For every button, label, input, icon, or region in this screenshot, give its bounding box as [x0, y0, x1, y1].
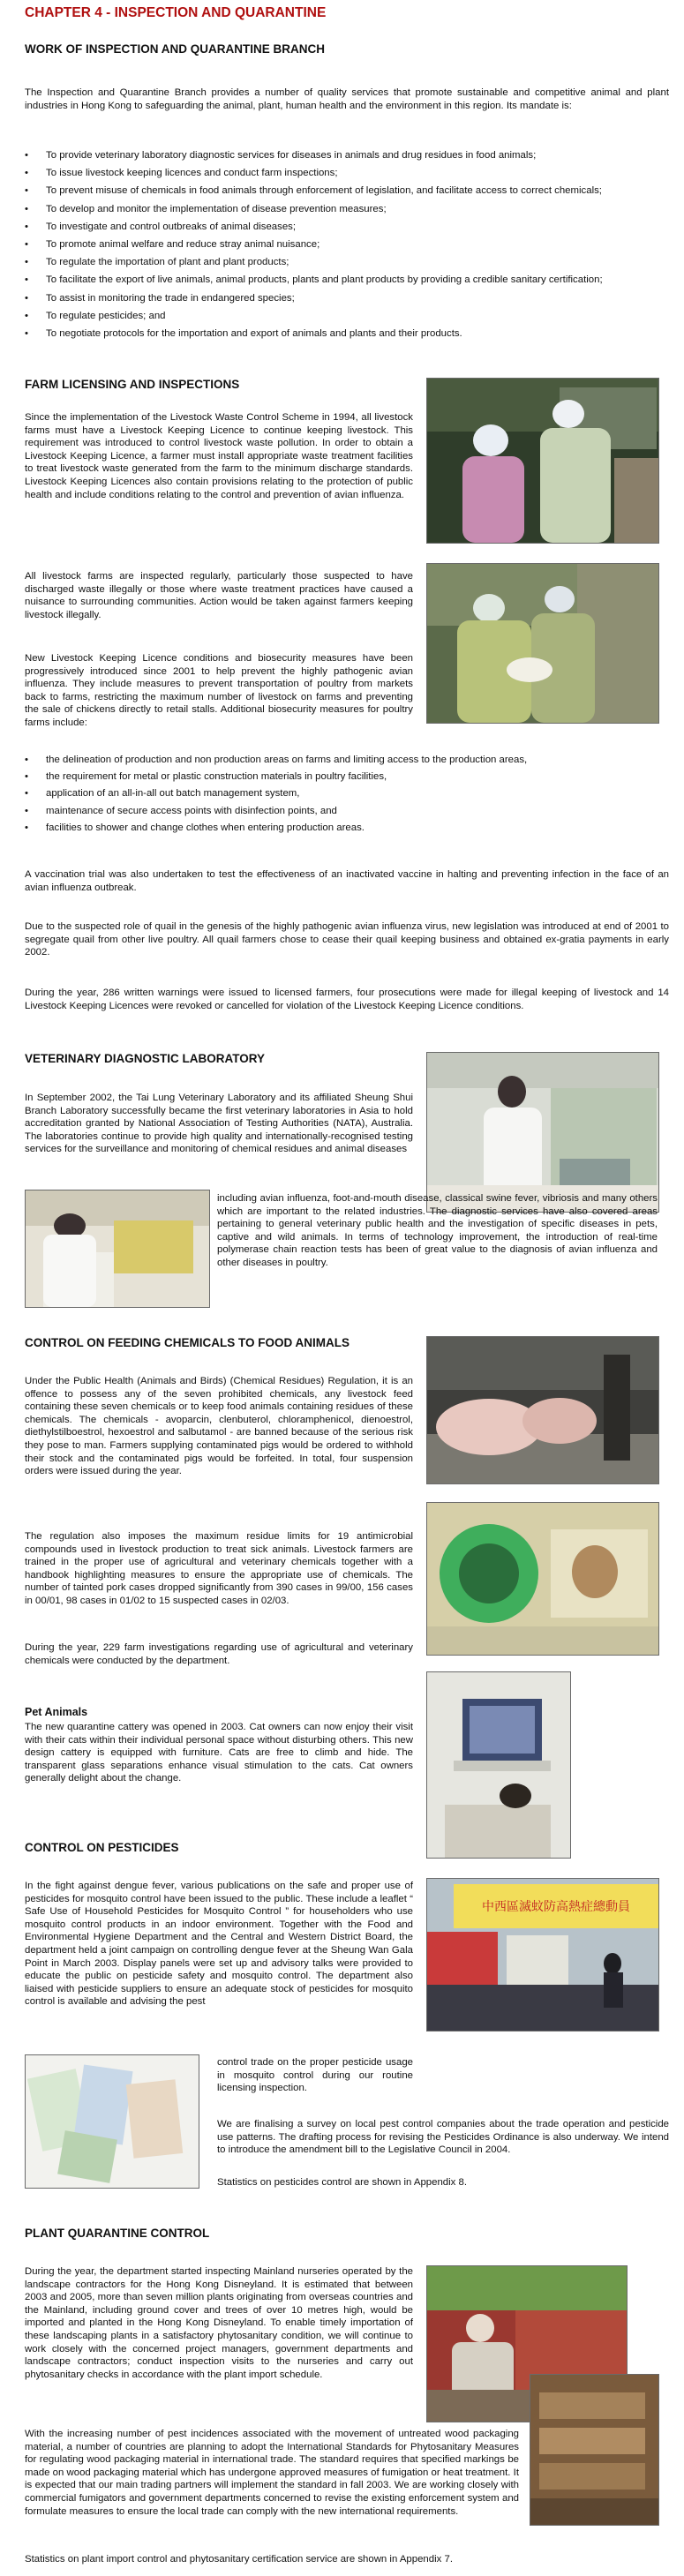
poultry-inspection-photo	[426, 563, 659, 724]
chapter-title: CHAPTER 4 - INSPECTION AND QUARANTINE	[25, 5, 327, 20]
work-heading: WORK OF INSPECTION AND QUARANTINE BRANCH	[25, 42, 325, 56]
plant-p3: Statistics on plant import control and phytosanitary certification service are shown in Appendix 7.	[25, 2554, 453, 2565]
wood-packaging-photo	[530, 2374, 659, 2526]
list-item: • application of an all-in-all out batch management system,	[25, 787, 678, 800]
list-item: • To investigate and control outbreaks of animal diseases;	[25, 221, 678, 234]
list-item: • To negotiate protocols for the importation and export of animals and plants and their products.	[25, 327, 678, 341]
feed-heading: CONTROL ON FEEDING CHEMICALS TO FOOD ANIMALS	[25, 1336, 350, 1349]
lab-scientist-photo	[426, 1052, 659, 1213]
list-item: • To regulate pesticides; and	[25, 310, 678, 323]
feed-p3: During the year, 229 farm investigations regarding use of agricultural and veterinary chemicals were conducted by the department.	[25, 1642, 413, 1666]
plant-p1: During the year, the department started inspecting Mainland nurseries operated by the landscape contractors for the Hong Kong Disneyland. It is estimated that between 2003 and 2005, more than seven million plants originating from overseas countries and the Mainland, including ground cover and trees of over 10 metres high, would be imported and planted in the Hong Kong Disneyland. To enable timely importation of these landscaping plants in a satisfactory phytosanitary condition, we will continue to work closely with the concerned project managers, government departments and landscape contractors; conduct inspection visits to the nurseries and carry out phytosanitary checks in accordance with the plant import schedule.	[25, 2266, 413, 2380]
vet-p1b: including avian influenza, foot-and-mouth disease, classical swine fever, vibriosis and many others which are important to the related industries. The diagnostic services have also covered areas pertaining to general veterinary public health and the investigation of specific diseases in pets, captive and wild animals. In terms of technology improvement, the introduction of real-time polymerase chain reaction tests has been of great value to the diagnosis of avian influenza and other diseases in poultry.	[217, 1193, 658, 1268]
vet-heading: VETERINARY DIAGNOSTIC LABORATORY	[25, 1052, 266, 1065]
farm-p1: Since the implementation of the Livestock Waste Control Scheme in 1994, all livestock farms must have a Livestock Keeping Licence to continue keeping livestock. This requirement was introduced to control livestock waste pollution. In order to obtain a Livestock Keeping Licence, a farmer must install appropriate waste treatment facilities to treat livestock waste generated from the farm to the minimum discharge standards. Livestock Keeping Licences also contain provisions relating to the protection of public health and include conditions relating to the control and prevention of avian influenza.	[25, 412, 413, 500]
cat-room-photo	[426, 1671, 571, 1859]
work-intro: The Inspection and Quarantine Branch provides a number of quality services that promote sustainable and competitive animal and plant industries in Hong Kong to safeguarding the animal, plant, human health and the environment in this region. Its mandate is:	[25, 87, 669, 111]
farm-p6: During the year, 286 written warnings were issued to licensed farmers, four prosecutions were made for illegal keeping of livestock and 14 Livestock Keeping Licences were revoked or cancelled for violation of the Livestock Keeping Licence conditions.	[25, 988, 669, 1011]
list-item: • facilities to shower and change clothes when entering production areas.	[25, 822, 678, 835]
pigs-photo	[426, 1336, 659, 1484]
feed-p1: Under the Public Health (Animals and Birds) (Chemical Residues) Regulation, it is an offence to possess any of the seven prohibited chemicals, any livestock feed containing these seven chemicals or to keep food animals containing residues of these chemicals. The chemicals - avoparcin, clenbuterol, chloramphenicol, dienoestrol, diethylstilboestrol, hexoestrol and salbutamol - are banned because of the serious risk they pose to man. Farmers supplying contaminated pigs would be ordered to withhold their stock and the contaminated pigs would be forfeited. In total, four suspension orders were issued during the year.	[25, 1376, 413, 1477]
farm-p5: Due to the suspected role of quail in the genesis of the highly pathogenic avian influenza virus, new legislation was introduced at end of 2001 to segregate quail from other live poultry. All quail farmers chose to cease their quail keeping business and obtained ex-gratia payments in early 2002.	[25, 921, 669, 958]
feed-p2: The regulation also imposes the maximum residue limits for 19 antimicrobial compounds used in livestock production to treat sick animals. Livestock farmers are trained in the proper use of agricultural and veterinary chemicals together with a handbook highlighting measures to ensure the appropriate use of chemicals. The number of tainted pork cases dropped significantly from 390 cases in 99/00, 156 cases in 00/01, 98 cases in 01/02 to 15 suspected cases in 02/03.	[25, 1531, 413, 1606]
plant-heading: PLANT QUARANTINE CONTROL	[25, 2227, 210, 2240]
farm-inspectors-photo	[426, 378, 659, 544]
campaign-banner-text: 中西區滅蚊防高熱症總動員	[482, 1900, 630, 1914]
list-item: • maintenance of secure access points with disinfection points, and	[25, 805, 678, 818]
pet-p1: The new quarantine cattery was opened in 2003. Cat owners can now enjoy their visit with their cats within their individual personal space without disturbing others. This new design cattery is equipped with furniture. Cats are free to climb and hide. The transparent glass separations enhance visual stimulation to the cats. Cat owners generally delight about the change.	[25, 1722, 413, 1784]
list-item: • To prevent misuse of chemicals in food animals through enforcement of legislation, and facilitate access to correct chemicals;	[25, 184, 678, 198]
list-item: • the delineation of production and non production areas on farms and limiting access to the production areas,	[25, 754, 678, 767]
farm-p2: All livestock farms are inspected regularly, particularly those suspected to have discharged waste illegally or those where waste treatment practices have caused a nuisance to surrounding communities. Action would be taken against farmers keeping livestock illegally.	[25, 571, 413, 620]
farm-p3: New Livestock Keeping Licence conditions and biosecurity measures have been progressively introduced since 2001 to help prevent the highly pathogenic avian influenza. They include measures to prevent transportation of poultry from markets back to farms, restricting the maximum number of livestock on farms and preventing the sale of chickens directly to retail stalls. Additional biosecurity measures for poultry farms include:	[25, 653, 413, 728]
list-item: • the requirement for metal or plastic construction materials in poultry facilities,	[25, 770, 678, 784]
lab-equipment-photo	[25, 1190, 210, 1308]
list-item: • To promote animal welfare and reduce stray animal nuisance;	[25, 238, 678, 252]
pesticide-leaflets-photo	[25, 2054, 199, 2189]
biosecurity-list	[25, 754, 678, 838]
list-item: • To assist in monitoring the trade in endangered species;	[25, 292, 678, 305]
plant-p2: With the increasing number of pest incidences associated with the movement of untreated wood packaging material, a number of countries are planning to adopt the International Standards for Phytosanitary Measures for regulating wood packaging material in international trade. The standard requires that specified markings be made on wood packaging material which has undergone approved measures of fumigation or heat treatment. It is expected that our main trading partners will implement the standard in fall 2003. We are working closely with commercial fumigators and government departments concerned to revise the existing enforcement system and formulate measures to ensure the local trade can comply with the new international requirements.	[25, 2429, 519, 2517]
mandate-list	[25, 149, 678, 345]
list-item: • To issue livestock keeping licences and conduct farm inspections;	[25, 167, 678, 180]
list-item: • To provide veterinary laboratory diagnostic services for diseases in animals and drug residues in food animals;	[25, 149, 678, 162]
list-item: • To regulate the importation of plant and plant products;	[25, 256, 678, 269]
farm-p4: A vaccination trial was also undertaken to test the effectiveness of an inactivated vaccine in halting and preventing infection in the face of an avian influenza outbreak.	[25, 869, 669, 893]
pet-heading: Pet Animals	[25, 1706, 88, 1718]
pesticides-p3: Statistics on pesticides control are shown in Appendix 8.	[217, 2177, 468, 2188]
list-item: • To facilitate the export of live animals, animal products, plants and plant products by providing a credible sanitary certification;	[25, 274, 678, 287]
dengue-campaign-photo	[426, 1878, 659, 2032]
pesticides-p2: We are finalising a survey on local pest control companies about the trade operation and pesticide use patterns. The drafting process for revising the Pesticides Ordinance is also underway. We intend to introduce the amendment bill to the Legislative Council in 2004.	[217, 2119, 669, 2156]
pesticides-p1a: In the fight against dengue fever, various publications on the safe and proper use of pesticides for mosquito control have been issued to the public. These include a leaflet “ Safe Use of Household Pesticides for Mosquito Control ” for householders who use mosquito control products in an indoor environment. Together with the Food and Environmental Hygiene Department and the Central and Western District Board, the department held a joint campaign on controlling dengue fever at the Sheung Wan Gala Point in March 2003. Display panels were set up and advisory talks were provided to educate the public on pesticide safety and mosquito control. The department also liaised with pesticide suppliers to ensure an adequate stock of pesticides for mosquito control is available and advising the pest	[25, 1881, 413, 2008]
pesticides-heading: CONTROL ON PESTICIDES	[25, 1841, 179, 1854]
vet-p1a: In September 2002, the Tai Lung Veterinary Laboratory and its affiliated Sheung Shui Branch Laboratory successfully became the first veterinary laboratories in Asia to hold accreditation granted by National Association of Testing Authorities (NATA), Australia. The laboratories continue to provide high quality and internationally-recognised testing services for the surveillance and monitoring of chemical residues and animal diseases	[25, 1093, 413, 1155]
farm-heading: FARM LICENSING AND INSPECTIONS	[25, 378, 240, 391]
pesticides-p1b: control trade on the proper pesticide usage in mosquito control during our routine licensing inspection.	[217, 2057, 413, 2094]
cattery-photo	[426, 1502, 659, 1656]
list-item: • To develop and monitor the implementation of disease prevention measures;	[25, 203, 678, 216]
